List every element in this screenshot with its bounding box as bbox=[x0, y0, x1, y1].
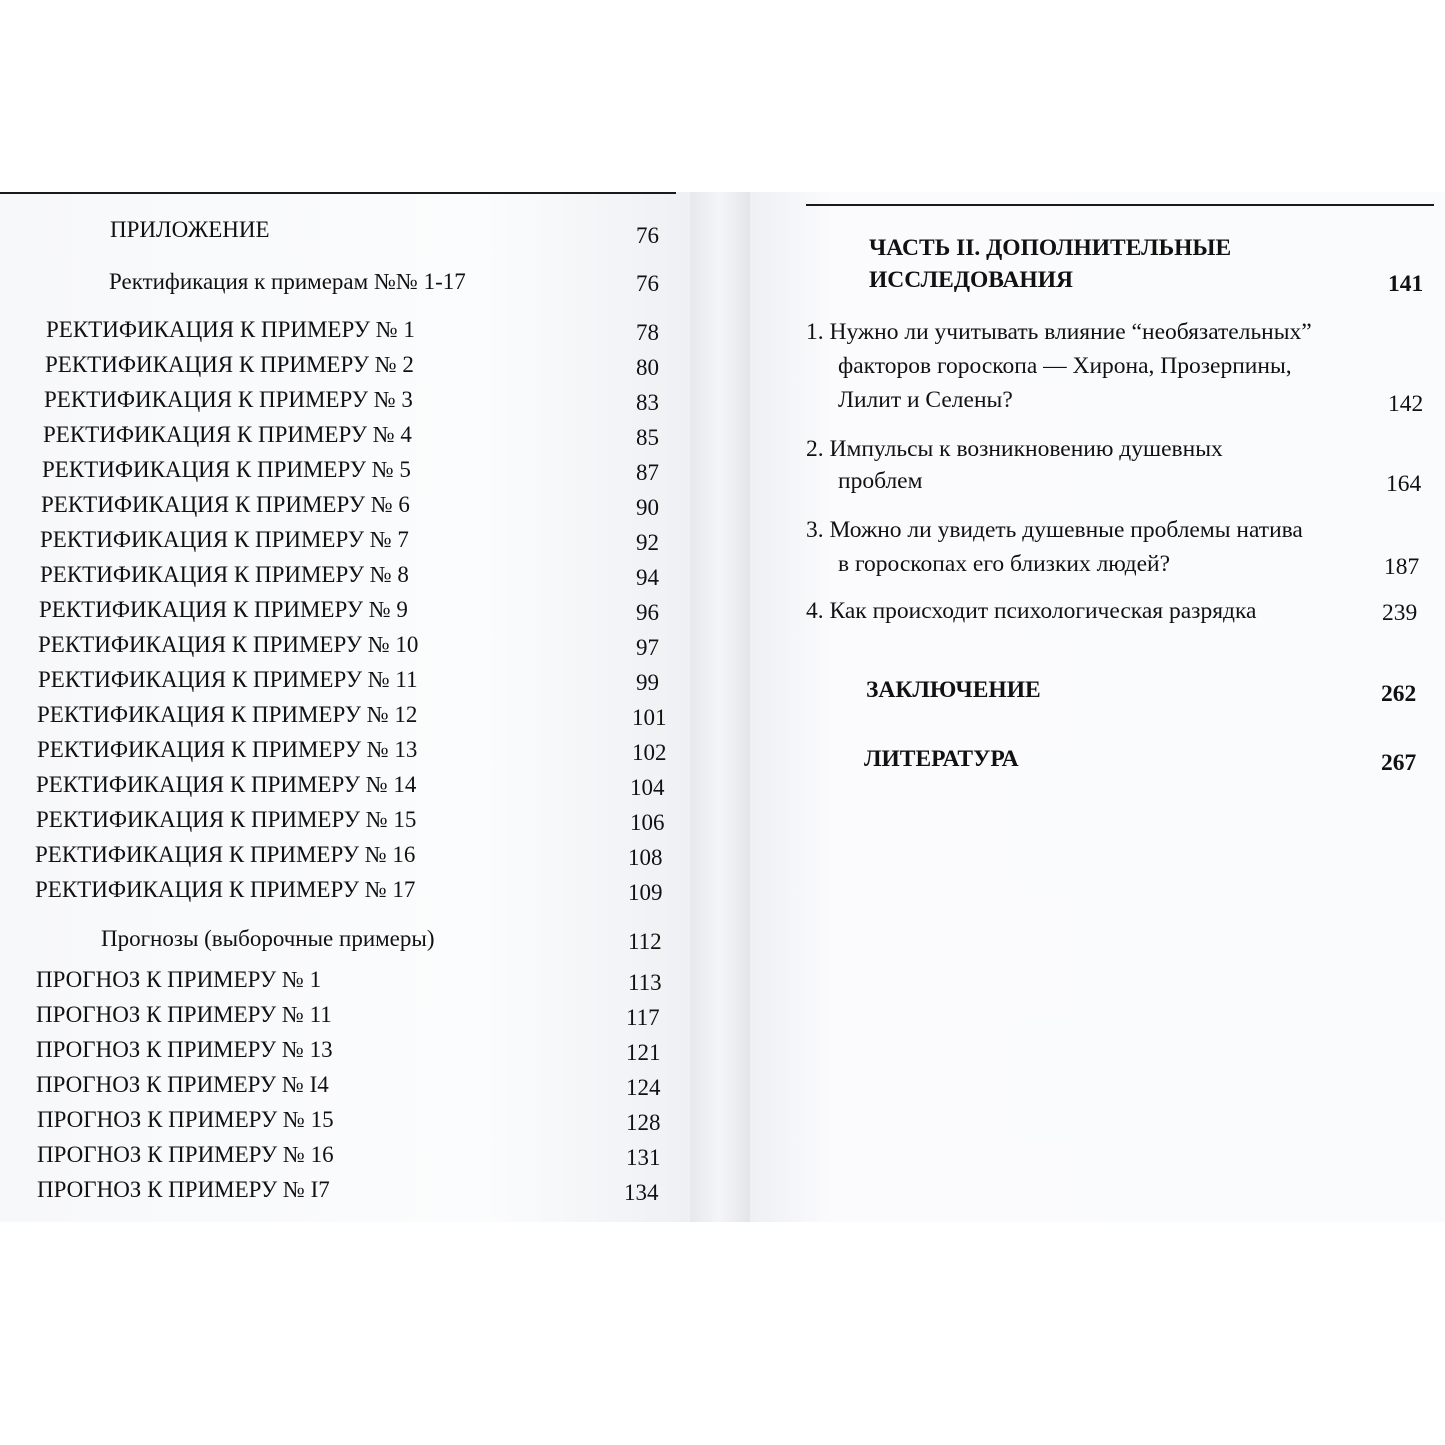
conclusion-page: 262 bbox=[1381, 681, 1417, 707]
toc-entry-title: РЕКТИФИКАЦИЯ К ПРИМЕРУ № 5 bbox=[42, 457, 411, 482]
book-spread bbox=[0, 192, 1445, 1222]
toc-entry-page: 113 bbox=[628, 970, 662, 995]
item2-line1: 2. Импульсы к возникновению душевных bbox=[806, 436, 1223, 462]
toc-entry-title: ПРОГНОЗ К ПРИМЕРУ № 13 bbox=[36, 1037, 333, 1062]
toc-entry-page: 124 bbox=[626, 1075, 661, 1100]
toc-entry-page: 92 bbox=[636, 530, 659, 555]
toc-entry-page: 101 bbox=[632, 705, 667, 730]
toc-entry-page: 85 bbox=[636, 425, 659, 450]
toc-entry-page: 83 bbox=[636, 390, 659, 415]
literature-page: 267 bbox=[1381, 750, 1417, 776]
top-rule-right bbox=[806, 204, 1434, 206]
item1-line2: факторов гороскопа — Хирона, Прозерпины, bbox=[838, 353, 1292, 379]
toc-entry-page: 131 bbox=[626, 1145, 661, 1170]
toc-entry-page: 128 bbox=[626, 1110, 661, 1135]
toc-entry-title: РЕКТИФИКАЦИЯ К ПРИМЕРУ № 11 bbox=[38, 667, 418, 692]
toc-entry-title: ПРОГНОЗ К ПРИМЕРУ № 11 bbox=[36, 1002, 332, 1027]
toc-entry-title: РЕКТИФИКАЦИЯ К ПРИМЕРУ № 13 bbox=[37, 737, 418, 762]
toc-entry-title: РЕКТИФИКАЦИЯ К ПРИМЕРУ № 6 bbox=[41, 492, 410, 517]
toc-entry-title: РЕКТИФИКАЦИЯ К ПРИМЕРУ № 9 bbox=[39, 597, 408, 622]
toc-entry-title: РЕКТИФИКАЦИЯ К ПРИМЕРУ № 12 bbox=[37, 702, 418, 727]
toc-entry-title: РЕКТИФИКАЦИЯ К ПРИМЕРУ № 15 bbox=[36, 807, 417, 832]
toc-entry-title: РЕКТИФИКАЦИЯ К ПРИМЕРУ № 17 bbox=[35, 877, 416, 902]
toc-entry-page: 78 bbox=[636, 320, 659, 345]
toc-entry-title: РЕКТИФИКАЦИЯ К ПРИМЕРУ № 7 bbox=[40, 527, 409, 552]
toc-entry-page: 121 bbox=[626, 1040, 661, 1065]
toc-entry-title: ПРОГНОЗ К ПРИМЕРУ № 1 bbox=[36, 967, 322, 992]
toc-entry-page: 134 bbox=[624, 1180, 659, 1205]
part2-title-line1: ЧАСТЬ II. ДОПОЛНИТЕЛЬНЫЕ bbox=[869, 235, 1232, 261]
toc-entry-page: 76 bbox=[636, 223, 659, 248]
part2-title-line2: ИССЛЕДОВАНИЯ bbox=[869, 267, 1073, 293]
literature-title: ЛИТЕРАТУРА bbox=[864, 746, 1019, 772]
toc-entry-title: ПРОГНОЗ К ПРИМЕРУ № I4 bbox=[36, 1072, 329, 1097]
toc-entry-title: Прогнозы (выборочные примеры) bbox=[101, 926, 435, 951]
toc-entry-title: РЕКТИФИКАЦИЯ К ПРИМЕРУ № 3 bbox=[44, 387, 413, 412]
item2-line2: проблем bbox=[838, 468, 923, 494]
toc-entry-page: 90 bbox=[636, 495, 659, 520]
item4-page: 239 bbox=[1382, 600, 1418, 626]
toc-entry-title: РЕКТИФИКАЦИЯ К ПРИМЕРУ № 14 bbox=[36, 772, 417, 797]
toc-entry-title: ПРОГНОЗ К ПРИМЕРУ № 16 bbox=[37, 1142, 334, 1167]
toc-entry-page: 104 bbox=[630, 775, 665, 800]
toc-entry-page: 87 bbox=[636, 460, 659, 485]
toc-entry-page: 99 bbox=[636, 670, 659, 695]
toc-entry-page: 96 bbox=[636, 600, 659, 625]
toc-entry-title: РЕКТИФИКАЦИЯ К ПРИМЕРУ № 4 bbox=[43, 422, 412, 447]
toc-entry-title: Ректификация к примерам №№ 1-17 bbox=[109, 269, 466, 294]
item3-line2: в гороскопах его близких людей? bbox=[838, 551, 1171, 577]
item2-page: 164 bbox=[1386, 471, 1422, 497]
toc-entry-page: 109 bbox=[628, 880, 663, 905]
toc-entry-title: ПРОГНОЗ К ПРИМЕРУ № I7 bbox=[37, 1177, 330, 1202]
toc-entry-page: 80 bbox=[636, 355, 659, 380]
item3-line1: 3. Можно ли увидеть душевные проблемы натива bbox=[806, 517, 1303, 543]
toc-entry-page: 102 bbox=[632, 740, 667, 765]
item3-page: 187 bbox=[1384, 554, 1420, 580]
toc-entry-page: 108 bbox=[628, 845, 663, 870]
toc-entry-page: 76 bbox=[636, 271, 659, 296]
toc-entry-title: ПРОГНОЗ К ПРИМЕРУ № 15 bbox=[37, 1107, 334, 1132]
toc-entry-title: РЕКТИФИКАЦИЯ К ПРИМЕРУ № 16 bbox=[35, 842, 416, 867]
book-gutter bbox=[690, 192, 750, 1222]
conclusion-title: ЗАКЛЮЧЕНИЕ bbox=[866, 677, 1041, 703]
toc-entry-page: 112 bbox=[628, 929, 662, 954]
left-page bbox=[0, 192, 690, 1222]
item1-line3: Лилит и Селены? bbox=[838, 387, 1013, 413]
part2-page: 141 bbox=[1388, 271, 1424, 297]
item4-line1: 4. Как происходит психологическая разрядка bbox=[806, 598, 1257, 624]
item1-page: 142 bbox=[1388, 391, 1424, 417]
toc-entry-page: 117 bbox=[626, 1005, 660, 1030]
toc-entry-page: 97 bbox=[636, 635, 659, 660]
toc-entry-title: РЕКТИФИКАЦИЯ К ПРИМЕРУ № 1 bbox=[46, 317, 415, 342]
toc-entry-title: ПРИЛОЖЕНИЕ bbox=[110, 217, 270, 242]
toc-entry-title: РЕКТИФИКАЦИЯ К ПРИМЕРУ № 10 bbox=[38, 632, 419, 657]
toc-entry-page: 106 bbox=[630, 810, 665, 835]
toc-entry-title: РЕКТИФИКАЦИЯ К ПРИМЕРУ № 8 bbox=[40, 562, 409, 587]
top-rule-left bbox=[0, 192, 676, 194]
toc-entry-title: РЕКТИФИКАЦИЯ К ПРИМЕРУ № 2 bbox=[45, 352, 414, 377]
toc-entry-page: 94 bbox=[636, 565, 659, 590]
item1-line1: 1. Нужно ли учитывать влияние “необязательных” bbox=[806, 319, 1312, 345]
